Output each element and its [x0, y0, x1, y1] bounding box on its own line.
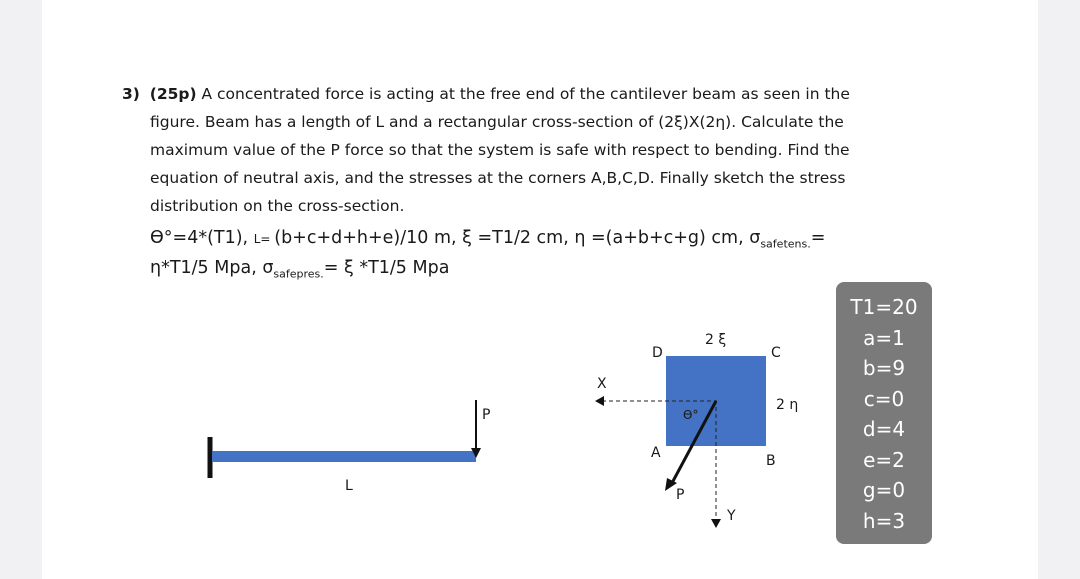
corner-d-label: D: [652, 345, 663, 361]
problem-line-5: distribution on the cross-section.: [150, 197, 405, 215]
value-g: g=0: [862, 478, 906, 502]
y-axis-arrowhead: [711, 519, 721, 528]
value-e: e=2: [863, 447, 905, 472]
value-c: c=0: [863, 386, 905, 411]
beam: [212, 451, 476, 462]
corner-c-label: C: [771, 345, 781, 361]
formula-sub-tens: safetens.: [760, 237, 811, 251]
formula-angle: ϴ°=4*(T1),: [150, 228, 254, 248]
value-d: d=4: [862, 417, 906, 441]
cantilever-beam-figure: [210, 400, 490, 494]
formula-dimensions: (b+c+d+h+e)/10 m, ξ =T1/2 cm, η =(a+b+c+g) cm, σ: [274, 228, 761, 248]
corner-a-label: A: [651, 445, 661, 461]
value-t1: T1=20: [850, 295, 918, 319]
problem-line-4: equation of neutral axis, and the stresses at the corners A,B,C,D. Finally sketch the stress: [150, 169, 846, 187]
section-force-label: P: [676, 487, 685, 503]
value-a: a=1: [863, 325, 905, 350]
value-h: h=3: [862, 508, 906, 533]
height-label: 2 η: [776, 397, 799, 413]
problem-number: 3): [122, 85, 140, 103]
problem-line-3: maximum value of the P force so that the system is safe with respect to bending. Find the: [150, 141, 850, 159]
corner-b-label: B: [766, 453, 776, 469]
x-axis-label: X: [597, 376, 607, 392]
formula-sub-pres: safepres.: [273, 267, 324, 281]
given-values-box: [836, 282, 932, 544]
formula-pres-value: = ξ *T1/5 Mpa: [323, 258, 450, 278]
beam-length-label: L: [345, 478, 353, 494]
angle-label: ϴ°: [683, 408, 699, 422]
formula-tens-value: η*T1/5 Mpa, σ: [150, 258, 274, 278]
x-axis-arrowhead: [595, 396, 604, 406]
formula-equals: =: [810, 228, 826, 248]
y-axis-label: Y: [727, 508, 736, 524]
problem-text-1: A concentrated force is acting at the free end of the cantilever beam as seen in the: [196, 85, 850, 103]
beam-force-label: P: [482, 407, 491, 423]
formula-length-symbol: L=: [253, 232, 275, 246]
problem-line-2: figure. Beam has a length of L and a rectangular cross-section of (2ξ)X(2η). Calculate the: [150, 113, 844, 131]
value-b: b=9: [862, 356, 906, 380]
cross-section-figure: [595, 332, 798, 528]
problem-points: (25p): [149, 85, 197, 103]
width-label: 2 ξ: [705, 332, 727, 348]
